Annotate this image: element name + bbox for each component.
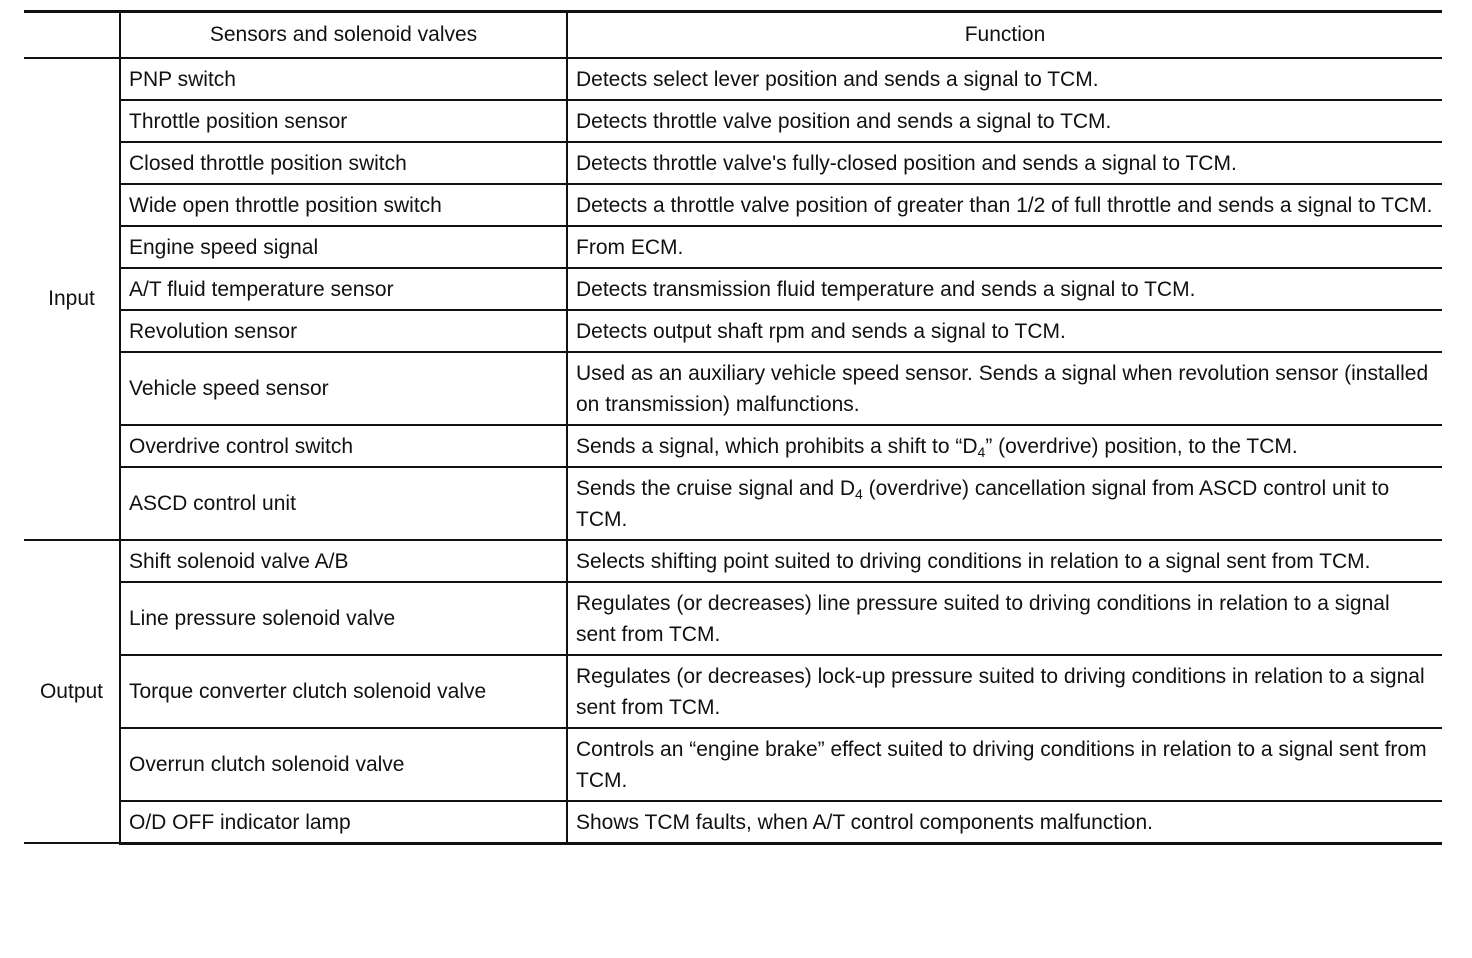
table-row <box>24 352 1442 425</box>
function-header: Function <box>567 12 1442 58</box>
function-text: Sends a signal, which prohibits a shift to “D <box>576 434 978 458</box>
item-cell: Revolution sensor <box>120 310 567 352</box>
table-row <box>24 467 1442 540</box>
item-cell: Throttle position sensor <box>120 100 567 142</box>
table-row <box>24 310 1442 352</box>
table-row <box>24 142 1442 184</box>
item-cell: A/T fluid temperature sensor <box>120 268 567 310</box>
table-row <box>24 728 1442 801</box>
item-cell: PNP switch <box>120 58 567 100</box>
function-cell: Regulates (or decreases) lock-up pressure suited to driving conditions in relation to a signal sent from TCM. <box>567 655 1442 728</box>
item-cell: O/D OFF indicator lamp <box>120 801 567 844</box>
table-row <box>24 801 1442 844</box>
function-cell: Selects shifting point suited to driving conditions in relation to a signal sent from TCM. <box>567 540 1442 582</box>
function-cell: Detects throttle valve's fully-closed position and sends a signal to TCM. <box>567 142 1442 184</box>
table-row <box>24 655 1442 728</box>
table-row <box>24 58 1442 100</box>
function-cell: Regulates (or decreases) line pressure suited to driving conditions in relation to a signal sent from TCM. <box>567 582 1442 655</box>
group-label-output: Output <box>24 540 120 844</box>
table-row <box>24 425 1442 467</box>
subscript: 4 <box>855 485 863 502</box>
function-cell <box>567 425 1442 467</box>
item-cell: ASCD control unit <box>120 467 567 540</box>
function-cell <box>567 467 1442 540</box>
item-header: Sensors and solenoid valves <box>120 12 567 58</box>
item-cell: Overdrive control switch <box>120 425 567 467</box>
function-cell: From ECM. <box>567 226 1442 268</box>
output-group <box>24 540 1442 844</box>
item-cell: Vehicle speed sensor <box>120 352 567 425</box>
function-cell: Used as an auxiliary vehicle speed sensor. Sends a signal when revolution sensor (installed on transmission) malfunctions. <box>567 352 1442 425</box>
group-label-input: Input <box>24 58 120 540</box>
table-row <box>24 540 1442 582</box>
group-header <box>24 12 120 58</box>
function-cell: Shows TCM faults, when A/T control components malfunction. <box>567 801 1442 844</box>
header-row <box>24 12 1442 58</box>
function-cell: Detects a throttle valve position of greater than 1/2 of full throttle and sends a signal to TCM. <box>567 184 1442 226</box>
function-cell: Detects throttle valve position and sends a signal to TCM. <box>567 100 1442 142</box>
item-cell: Closed throttle position switch <box>120 142 567 184</box>
item-cell: Torque converter clutch solenoid valve <box>120 655 567 728</box>
function-cell: Detects output shaft rpm and sends a signal to TCM. <box>567 310 1442 352</box>
table-row <box>24 582 1442 655</box>
function-cell: Detects transmission fluid temperature and sends a signal to TCM. <box>567 268 1442 310</box>
table-row <box>24 268 1442 310</box>
sensors-function-table <box>24 10 1442 845</box>
item-cell: Line pressure solenoid valve <box>120 582 567 655</box>
item-cell: Wide open throttle position switch <box>120 184 567 226</box>
function-text: (overdrive) cancellation signal from ASCD control unit to TCM. <box>576 476 1390 531</box>
table-row <box>24 226 1442 268</box>
table-row <box>24 184 1442 226</box>
function-cell: Detects select lever position and sends a signal to TCM. <box>567 58 1442 100</box>
function-cell: Controls an “engine brake” effect suited to driving conditions in relation to a signal sent from TCM. <box>567 728 1442 801</box>
function-text: ” (overdrive) position, to the TCM. <box>985 434 1298 458</box>
input-group <box>24 58 1442 540</box>
item-cell: Shift solenoid valve A/B <box>120 540 567 582</box>
function-text: Sends the cruise signal and D <box>576 476 855 500</box>
table-row <box>24 100 1442 142</box>
item-cell: Overrun clutch solenoid valve <box>120 728 567 801</box>
subscript: 4 <box>977 443 986 460</box>
item-cell: Engine speed signal <box>120 226 567 268</box>
